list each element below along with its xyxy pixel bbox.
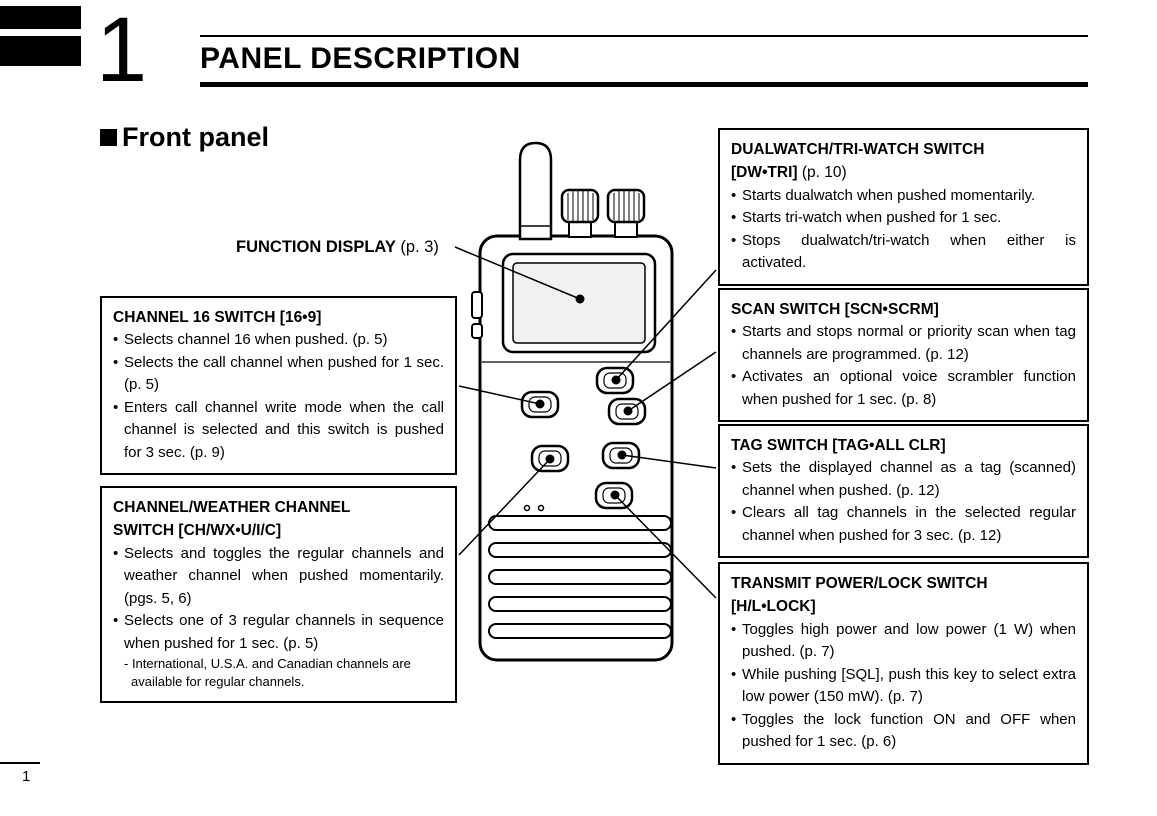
connector-dualwatch <box>616 270 716 380</box>
radio-button-dualwatch <box>597 368 633 393</box>
front-panel-heading <box>100 122 269 153</box>
radio-function-display <box>503 254 655 352</box>
callout-item: • Selects one of 3 regular channels in sequence when pushed for 1 sec. (p. 5) <box>113 610 444 655</box>
callout-item: • Toggles the lock function ON and OFF when pushed for 1 sec. (p. 6) <box>731 709 1076 754</box>
page-title: PANEL DESCRIPTION <box>200 42 521 75</box>
radio-button-scan <box>609 399 645 424</box>
callout-item-list <box>731 185 1076 275</box>
callout-item: • Activates an optional voice scrambler function when pushed for 1 sec. (p. 8) <box>731 366 1076 411</box>
callout-title: TRANSMIT POWER/LOCK SWITCH <box>731 575 988 592</box>
callout-title-line2: [H/L•LOCK] <box>731 598 816 616</box>
radio-button-chwx <box>532 446 568 471</box>
radio-body <box>480 236 672 660</box>
callout-item: • Starts dualwatch when pushed momentarily. <box>731 185 1076 208</box>
callout-title: CHANNEL 16 SWITCH [16•9] <box>113 309 322 326</box>
footer-rule <box>0 762 40 764</box>
callout-tag-switch <box>718 424 1089 558</box>
header-rule-top <box>200 35 1088 37</box>
callout-item: • While pushing [SQL], push this key to select extra low power (150 mW). (p. 7) <box>731 664 1076 709</box>
callout-item-list <box>731 321 1076 411</box>
callout-title: SCAN SWITCH [SCN•SCRM] <box>731 301 939 318</box>
callout-dualwatch-switch <box>718 128 1089 286</box>
function-display-label <box>236 238 439 257</box>
function-display-page-ref: (p. 3) <box>395 238 439 256</box>
radio-knob-left <box>562 190 598 237</box>
callout-item: • Selects and toggles the regular channels and weather channel when pushed momentarily. (pgs. 5, 6) <box>113 543 444 611</box>
callout-item: • Toggles high power and low power (1 W) when pushed. (p. 7) <box>731 619 1076 664</box>
callout-item-list <box>113 543 444 656</box>
callout-item: • Selects the call channel when pushed for 1 sec. (p. 5) <box>113 352 444 397</box>
radio-button-powerlock <box>596 483 632 508</box>
callout-channel16-switch <box>100 296 457 475</box>
callout-channel-weather-switch <box>100 486 457 703</box>
callout-item: • Starts tri-watch when pushed for 1 sec. <box>731 207 1076 230</box>
connector-function-display <box>455 247 580 299</box>
radio-button-ch16 <box>522 392 558 417</box>
callout-item: • Selects channel 16 when pushed. (p. 5) <box>113 329 444 352</box>
callout-note: - International, U.S.A. and Canadian channels are available for regular channels. <box>124 656 411 690</box>
callout-scan-switch <box>718 288 1089 422</box>
front-panel-heading-text: Front panel <box>122 122 269 152</box>
callout-title: DUALWATCH/TRI-WATCH SWITCH <box>731 141 985 158</box>
radio-knob-right <box>608 190 644 237</box>
function-display-label-bold: FUNCTION DISPLAY <box>236 238 396 256</box>
radio-antenna <box>520 143 551 239</box>
radio-side-button-upper <box>472 292 482 318</box>
callout-connector-lines <box>455 247 716 598</box>
connector-powerlock <box>615 495 716 598</box>
callout-connector-dots <box>536 295 633 500</box>
callout-item-list <box>731 457 1076 547</box>
callout-title-bracket: [DW•TRI] <box>731 164 798 182</box>
callout-title: TAG SWITCH [TAG•ALL CLR] <box>731 437 946 454</box>
callout-item-list <box>731 619 1076 754</box>
callout-title-line2 <box>731 161 1076 184</box>
footer-page-number: 1 <box>22 768 31 785</box>
callout-title-page-ref: (p. 10) <box>797 164 847 182</box>
connector-tag <box>622 455 716 468</box>
callout-item: • Stops dualwatch/tri-watch when either is activated. <box>731 230 1076 275</box>
callout-item: • Starts and stops normal or priority scan when tag channels are programmed. (p. 12) <box>731 321 1076 366</box>
connector-scan <box>628 352 716 411</box>
radio-button-tag <box>603 443 639 468</box>
callout-title-line2: SWITCH [CH/WX•U/I/C] <box>113 522 282 540</box>
callout-title: CHANNEL/WEATHER CHANNEL <box>113 499 351 516</box>
callout-item: • Enters call channel write mode when the call channel is selected and this switch is pushed for 3 sec. (p. 9) <box>113 397 444 465</box>
chapter-number: 1 <box>96 0 148 101</box>
callout-item: • Sets the displayed channel as a tag (scanned) channel when pushed. (p. 12) <box>731 457 1076 502</box>
radio-side-button-lower <box>472 324 482 338</box>
chapter-marker-bar-top <box>0 6 81 29</box>
connector-ch16 <box>459 386 540 404</box>
section-square-icon <box>100 129 117 146</box>
callout-item: • Clears all tag channels in the selected regular channel when pushed for 3 sec. (p. 12) <box>731 502 1076 547</box>
radio-speaker-grille <box>489 506 671 639</box>
callout-item-list <box>113 329 444 464</box>
header-rule-bottom <box>200 82 1088 87</box>
callout-transmit-power-lock-switch <box>718 562 1089 765</box>
connector-chwx <box>459 459 550 555</box>
chapter-marker-bar-bottom <box>0 36 81 66</box>
